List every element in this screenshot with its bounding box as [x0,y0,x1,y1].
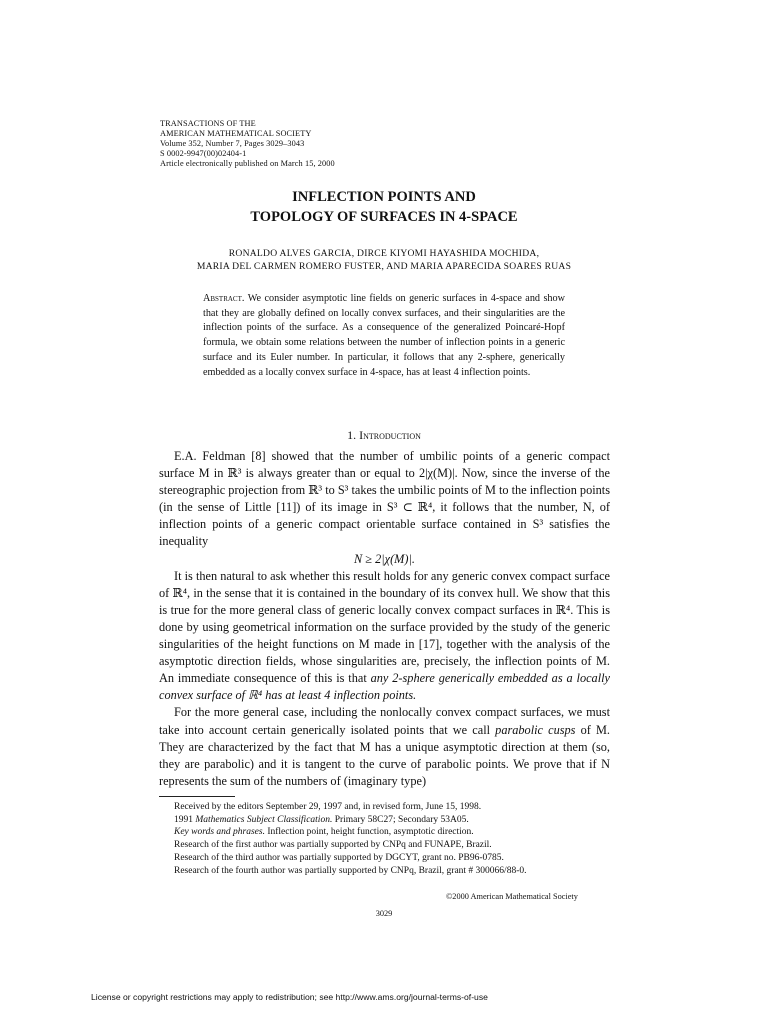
paragraph-3-end: of M. They are characterized by the fact that M has a unique asymptotic direction at them (so, they are parabolic) and it is tangent to the curve of parabolic points. We prove that if N represents the sum of the numbers of (imaginary type) [159,722,611,788]
support-note-3: Research of the third author was partially supported by DGCYT, grant no. PB96-0785. [174,852,504,863]
title-line1: INFLECTION POINTS AND [292,189,476,205]
inequality-equation: N ≥ 2|χ(M)|. [354,551,415,566]
abstract-text: We consider asymptotic line fields on generic surfaces in 4-space and show that they are globally defined on locally convex surfaces, and their singularities are the inflection points of the surface. As a consequence of the generalized Poincaré-Hopf formula, we obtain some relations between the number of inflection points in a generic surface and its Euler number. In particular, it follows that any 2-sphere, generically embedded as a locally convex surface in 4-space, has at least 4 inflection points. [203,293,565,378]
msc-note [174,814,526,827]
paragraph-3-text: For the more general case, including the nonlocally convex compact surfaces, we must take into account certain generically isolated points that we call [159,705,610,737]
authors-line2: MARIA DEL CARMEN ROMERO FUSTER, AND MARIA APARECIDA SOARES RUAS [196,261,572,272]
body-text [159,448,610,790]
volume-info: Volume 352, Number 7, Pages 3029–3043 [160,139,305,148]
journal-name-line1: TRANSACTIONS OF THE [160,119,256,128]
abstract [203,292,565,380]
section-heading [0,428,768,443]
msc-year: 1991 [174,814,196,825]
copyright-notice: ©2000 American Mathematical Society [446,892,578,901]
journal-name-line2: AMERICAN MATHEMATICAL SOCIETY [160,129,312,138]
section-number: 1. [347,428,357,442]
authors-line1: RONALDO ALVES GARCIA, DIRCE KIYOMI HAYASHIDA MOCHIDA, [228,248,540,259]
keywords-text: Inflection point, height function, asymptotic direction. [264,827,474,838]
paper-title [0,187,768,227]
paragraph-2-text: It is then natural to ask whether this result holds for any generic convex compact surface of ℝ⁴, in the sense that it is contained in the boundary of its convex hull. We show that this is true for the more general class of generic locally convex compact surfaces in ℝ⁴. This is done by using geometrical information on the surface provided by the study of the generic singularities of the height functions on M made in [17], together with the analysis of the asymptotic direction fields, whose singularities are, precisely, the inflection points of M. An immediate consequence of this is that [159,568,610,686]
paragraph-1: E.A. Feldman [8] showed that the number of umbilic points of a generic compact surface M in ℝ³ is always greater than or equal to 2|χ(M)|. Now, since the inverse of the stereographic projection from ℝ³ to S³ takes the umbilic points of M to the inflection points (in the sense of Little [11]) of its image in S³ ⊂ ℝ⁴, it follows that the number, N, of inflection points of a generic compact orientable surface contained in S³ satisfies the inequality [159,449,610,549]
keywords-label: Key words and phrases. [174,827,265,838]
support-note-1: Research of the first author was partially supported by CNPq and FUNAPE, Brazil. [174,840,492,851]
journal-header [160,119,335,169]
license-link-text[interactable]: License or copyright restrictions may apply to redistribution; see http://www.ams.org/journal-terms-of-use [91,992,488,1002]
page-number: 3029 [375,909,393,918]
publication-date: Article electronically published on March 15, 2000 [160,159,335,168]
title-line2: TOPOLOGY OF SURFACES IN 4-SPACE [250,209,518,225]
paragraph-2 [159,568,610,705]
msc-label: Mathematics Subject Classification. [195,814,333,825]
paragraph-3 [159,704,610,789]
paragraph-3-italic: parabolic cusps [495,722,576,737]
msc-text: Primary 58C27; Secondary 53A05. [332,814,469,825]
section-title: Introduction [359,428,421,442]
received-note: Received by the editors September 29, 1997 and, in revised form, June 15, 1998. [174,802,482,812]
doi-info: S 0002-9947(00)02404-1 [160,149,247,158]
paragraph-2-italic: any 2-sphere generically embedded as a locally convex surface of ℝ⁴ has at least 4 inflection points. [159,671,610,703]
author-list [0,247,768,273]
abstract-label: Abstract. [203,293,245,304]
footnote-rule [159,796,235,797]
keywords-note [174,826,526,839]
footnotes [174,801,526,877]
support-note-4: Research of the fourth author was partially supported by CNPq, Brazil, grant # 300066/88-0. [174,865,527,876]
